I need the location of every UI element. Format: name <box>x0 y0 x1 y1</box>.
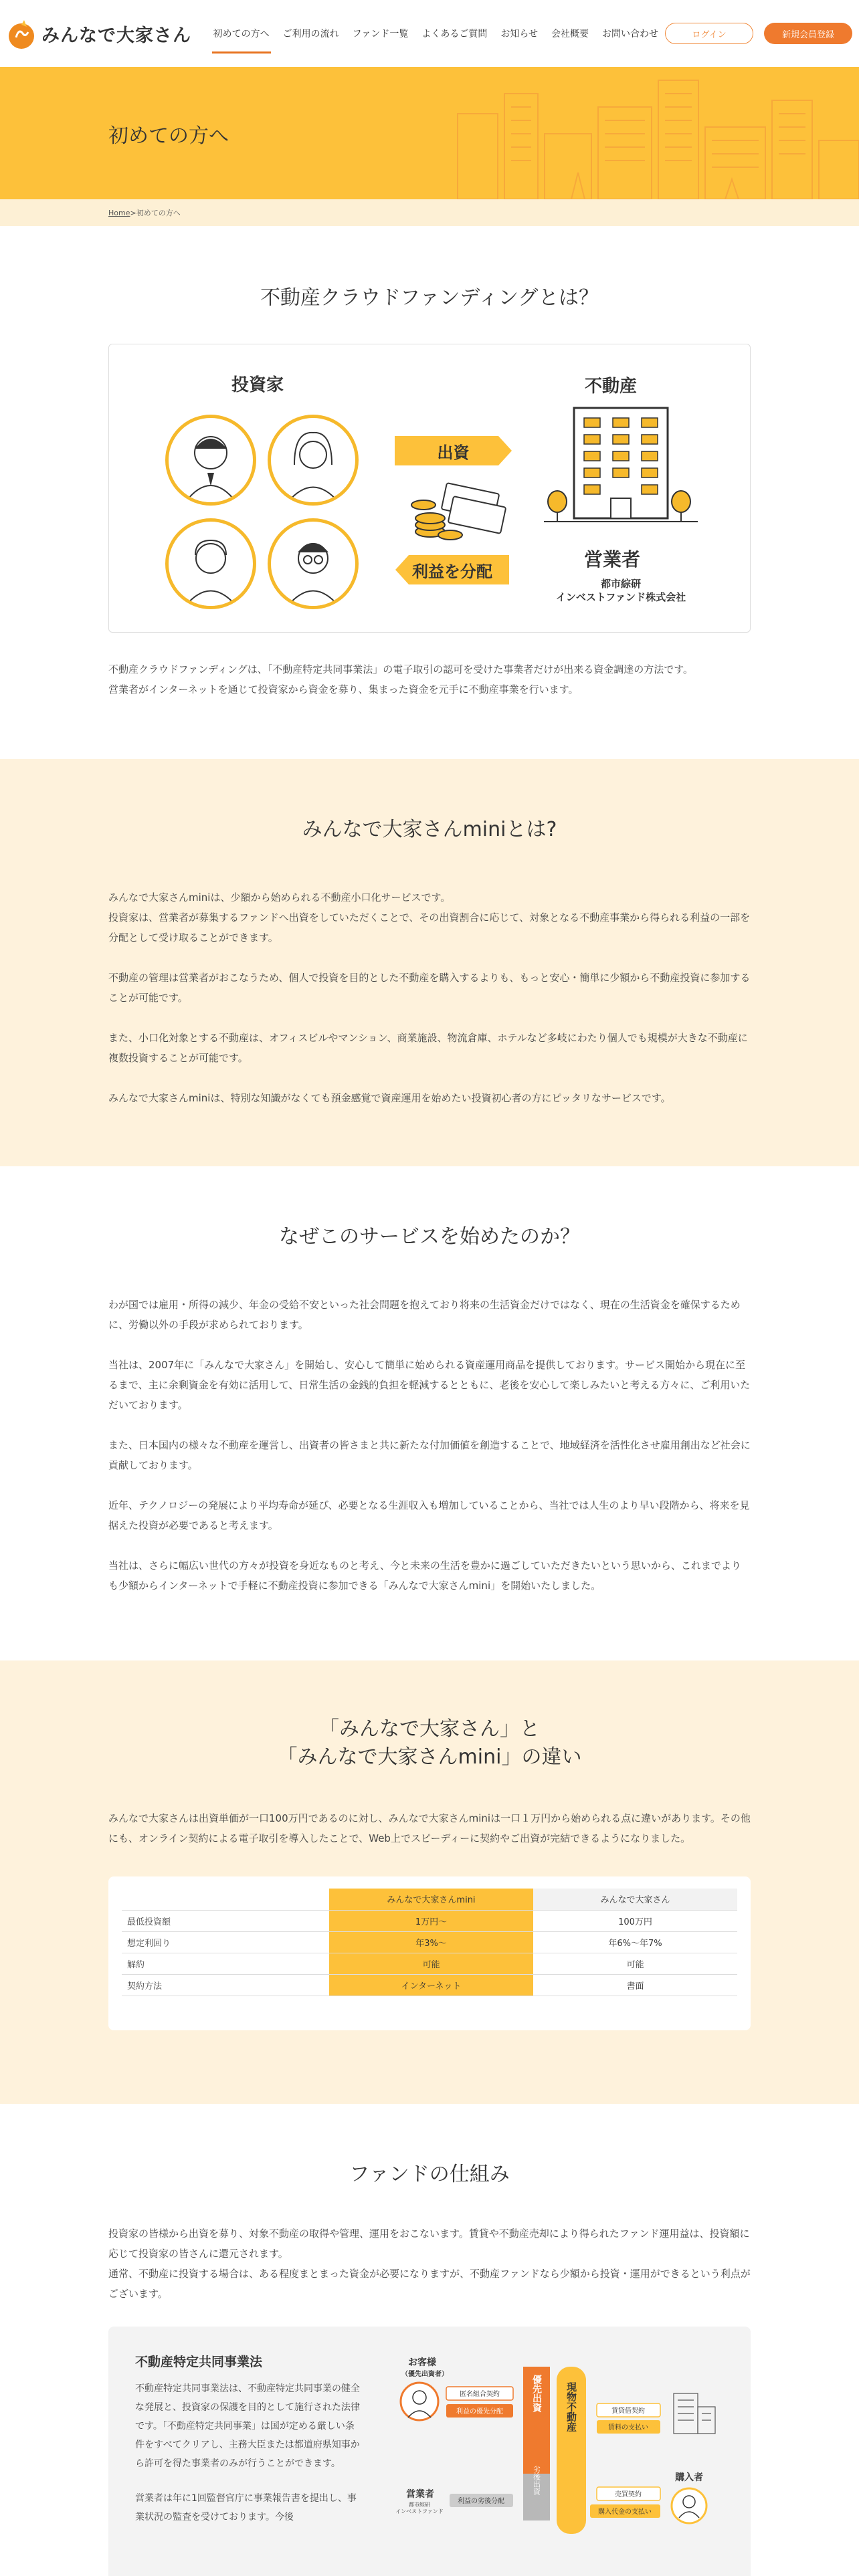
table-header-standard: みんなで大家さん <box>533 1889 737 1910</box>
city-illustration <box>444 67 859 199</box>
mini-paragraph-3: また、小口化対象とする不動産は、オフィスビルやマンション、商業施設、物流倉庫、ホテルなど多岐にわたり個人でも規模が大きな不動産に複数投資することが可能です。 <box>108 1032 748 1064</box>
scheme-card-title: 不動産特定共同事業法 <box>135 2355 263 2369</box>
distribute-label: 利益を分配 <box>412 562 492 581</box>
fig-customer-sub: （優先出資者） <box>401 2371 448 2378</box>
fund-scheme-section <box>0 2104 859 2576</box>
crowdfunding-title: 不動産クラウドファンディングとは？ <box>260 286 599 310</box>
scheme-card-paragraph-2: 営業者は年に1回監督官庁に事業報告書を提出し、事業状況の監査を受けております。今後 <box>135 2493 357 2523</box>
crowdfunding-description-line1: 不動産クラウドファンディングは、「不動産特定共同事業法」の電子取引の認可を受けた事業者だけが出来る資金調達の方法です。 <box>108 663 694 675</box>
table-cell-standard: 可能 <box>533 1953 737 1974</box>
fig-buyer: 購入者 <box>675 2472 703 2483</box>
table-row <box>122 1974 737 1996</box>
fig-sub-dist: 利益の劣後分配 <box>458 2498 504 2505</box>
breadcrumb-home[interactable]: Home <box>108 208 130 217</box>
crowdfunding-description-line2: 営業者がインターネットを通じて投資家から資金を募り、集まった資金を元手に不動産事業を行います。 <box>108 683 579 695</box>
fig-pref-invest: 優先出資 <box>531 2375 542 2412</box>
logo-text: みんなで大家さん <box>41 25 191 46</box>
logo-mark-icon <box>7 17 36 49</box>
table-cell-label: 想定利回り <box>122 1931 329 1953</box>
operator-name-line1: 都市綜研 <box>600 578 641 590</box>
why-paragraph-1: わが国では雇用・所得の減少、年金の受給不安といった社会問題を抱えており将来の生活資金だけではなく、現在の生活資金を確保するために、労働以外の手段が求められております。 <box>108 1299 741 1331</box>
comparison-table-card <box>108 1876 751 2030</box>
fig-customer-icon <box>401 2383 438 2420</box>
table-header-row <box>122 1889 737 1910</box>
fig-pref-dist: 利益の優先分配 <box>456 2408 503 2416</box>
operator-company-name <box>544 577 698 604</box>
table-cell-standard: 書面 <box>533 1974 737 1996</box>
why-paragraph-3: また、日本国内の様々な不動産を運営し、出資者の皆さまと共に新たな付加価値を創造することで、地域経済を活性化させ雇用創出など社会に貢献しております。 <box>108 1439 751 1471</box>
difference-section <box>0 1660 859 2104</box>
nav-item-company[interactable]: 会社概要 <box>551 29 589 39</box>
fig-property: 現物不動産 <box>565 2381 577 2432</box>
fig-operator-sub-1: 都市綜研 <box>409 2502 430 2508</box>
fund-scheme-card <box>108 2327 751 2576</box>
fund-scheme-description-1: 投資家の皆様から出資を募り、対象不動産の取得や管理、運用をおこないます。賃貸や不動産売却により得られたファンド運用益は、投資額に応じて投資家の皆さんに還元されます。 <box>108 2228 750 2260</box>
building-icon <box>544 401 698 528</box>
table-cell-standard: 100万円 <box>533 1910 737 1931</box>
table-header-mini: みんなで大家さんmini <box>329 1889 533 1910</box>
table-cell-mini: 1万円〜 <box>329 1910 533 1931</box>
why-section <box>0 1166 859 1660</box>
investor-avatar-elder <box>165 518 256 609</box>
fig-rental-building-icon <box>674 2393 715 2434</box>
mini-title: みんなで大家さんminiとは? <box>302 818 557 841</box>
site-logo[interactable] <box>7 17 200 49</box>
table-cell-label: 最低投資額 <box>122 1910 329 1931</box>
fund-scheme-description <box>108 2224 751 2304</box>
scheme-card-paragraph-1: 不動産特定共同事業法は、不動産特定共同事業の健全な発展と、投資家の保護を目的として施行された法律です。「不動産特定共同事業」は国が定める厳しい条件をすべてクリアし、主務大臣または都道府県知事から許可を得た事業者のみが行うことができます。 <box>135 2383 360 2469</box>
comparison-table <box>122 1889 737 1996</box>
login-button[interactable]: ログイン <box>665 23 753 44</box>
investor-label: 投資家 <box>231 375 284 395</box>
invest-label: 出資 <box>437 443 470 462</box>
table-cell-mini: インターネット <box>329 1974 533 1996</box>
nav-item-contact[interactable]: お問い合わせ <box>602 29 658 39</box>
investor-avatar-glasses <box>268 518 359 609</box>
crowdfunding-diagram <box>108 344 751 633</box>
page-hero <box>0 67 859 199</box>
mini-paragraph-1b: 投資家は、営業者が募集するファンドへ出資をしていただくことで、その出資割合に応じて、対象となる不動産事業から得られる利益の一部を分配として受け取ることができます。 <box>108 911 751 944</box>
difference-title-line2: 「みんなで大家さんmini」の違い <box>277 1745 582 1769</box>
mini-paragraph-2: 不動産の管理は営業者がおこなうため、個人で投資を目的とした不動産を購入するよりも、もっと安心・簡単に少額から不動産投資に参加することが可能です。 <box>108 972 751 1004</box>
table-cell-standard: 年6%〜年7% <box>533 1931 737 1953</box>
crowdfunding-section <box>0 226 859 759</box>
fig-operator-sub-2: インベストファンド <box>395 2508 444 2514</box>
fig-operator: 営業者 <box>406 2489 434 2500</box>
fig-lease: 賃貸借契約 <box>611 2407 645 2415</box>
why-paragraph-4: 近年、テクノロジーの発展により平均寿命が延び、必要となる生涯収入も増加していることから、当社では人生のより早い段階から、将来を見据えた投資が必要であると考えます。 <box>108 1499 750 1531</box>
fig-payment: 購入代金の支払い <box>598 2508 652 2516</box>
main-nav <box>207 0 665 67</box>
why-paragraph-2: 当社は、2007年に「みんなで大家さん」を開始し、安心して簡単に始められる資産運用商品を提供しております。サービス開始から現在に至るまで、主に余剰資金を有効に活用して、日常生活の金銭的負担を軽減するとともに、老後を安心して楽しみたいと考える方々に、ご利用いただいております。 <box>108 1359 751 1411</box>
nav-item-faq[interactable]: よくあるご質問 <box>421 29 488 39</box>
table-row <box>122 1910 737 1931</box>
fund-scheme-description-2: 通常、不動産に投資する場合は、ある程度まとまった資金が必要になりますが、不動産ファンドなら少額から投資・運用ができるという利点がございます。 <box>108 2268 751 2300</box>
nav-item-news[interactable]: お知らせ <box>500 29 538 39</box>
fig-customer: お客様 <box>408 2357 436 2368</box>
operator-label: 営業者 <box>584 548 641 570</box>
table-cell-label: 解約 <box>122 1953 329 1974</box>
real-estate-label: 不動産 <box>585 377 638 397</box>
register-button[interactable]: 新規会員登録 <box>764 23 852 44</box>
money-icon <box>403 478 510 545</box>
breadcrumb-separator: > <box>130 208 136 217</box>
operator-name-line2: インベストファンド株式会社 <box>555 591 686 603</box>
mini-section <box>0 759 859 1166</box>
table-row <box>122 1953 737 1974</box>
fig-buyer-icon <box>672 2488 706 2523</box>
fig-anon: 匿名組合契約 <box>460 2391 500 2398</box>
mini-paragraph-1a: みんなで大家さんminiは、少額から始められる不動産小口化サービスです。 <box>108 891 451 903</box>
fund-scheme-title: ファンドの仕組み <box>349 2163 510 2186</box>
invest-arrow <box>395 436 512 465</box>
table-cell-mini: 可能 <box>329 1953 533 1974</box>
table-cell-label: 契約方法 <box>122 1974 329 1996</box>
fig-sale: 売買契約 <box>615 2491 642 2498</box>
difference-description: みんなで大家さんは出資単価が一口100万円であるのに対し、みんなで大家さんminiは一口１万円から始められる点に違いがあります。その他にも、オンライン契約による電子取引を導入したことで、Web上でスピーディーに契約やご出資が完結できるようになりました。 <box>108 1812 751 1844</box>
mini-paragraph-1 <box>108 887 751 948</box>
page-title: 初めての方へ <box>108 124 229 148</box>
fig-sub-invest: 劣後出資 <box>532 2466 541 2495</box>
nav-item-funds[interactable]: ファンド一覧 <box>352 29 409 39</box>
investor-avatar-man <box>165 415 256 506</box>
nav-item-first-time[interactable]: 初めての方へ <box>207 0 276 67</box>
fund-scheme-diagram <box>389 2353 724 2554</box>
distribute-arrow <box>395 555 509 584</box>
fig-rent: 賃料の支払い <box>608 2424 648 2432</box>
difference-title <box>108 1715 751 1772</box>
mini-paragraph-4: みんなで大家さんminiは、特別な知識がなくても預金感覚で資産運用を始めたい投資初心者の方にピッタリなサービスです。 <box>108 1092 671 1104</box>
table-row <box>122 1931 737 1953</box>
nav-item-flow[interactable]: ご利用の流れ <box>282 29 339 39</box>
table-header-empty <box>122 1889 329 1910</box>
why-paragraph-5: 当社は、さらに幅広い世代の方々が投資を身近なものと考え、今と未来の生活を豊かに過ごしていただきたいという思いから、これまでよりも少額からインターネットで手軽に不動産投資に参加できる「みんなで大家さんmini」を開始いたしました。 <box>108 1560 741 1592</box>
investor-avatar-woman <box>268 415 359 506</box>
difference-title-line1: 「みんなで大家さん」と <box>319 1717 540 1741</box>
crowdfunding-description <box>108 659 751 700</box>
why-title: なぜこのサービスを始めたのか？ <box>279 1225 580 1249</box>
table-cell-mini: 年3%〜 <box>329 1931 533 1953</box>
breadcrumb <box>0 199 859 226</box>
site-header <box>0 0 859 67</box>
breadcrumb-current: 初めての方へ <box>136 209 181 217</box>
